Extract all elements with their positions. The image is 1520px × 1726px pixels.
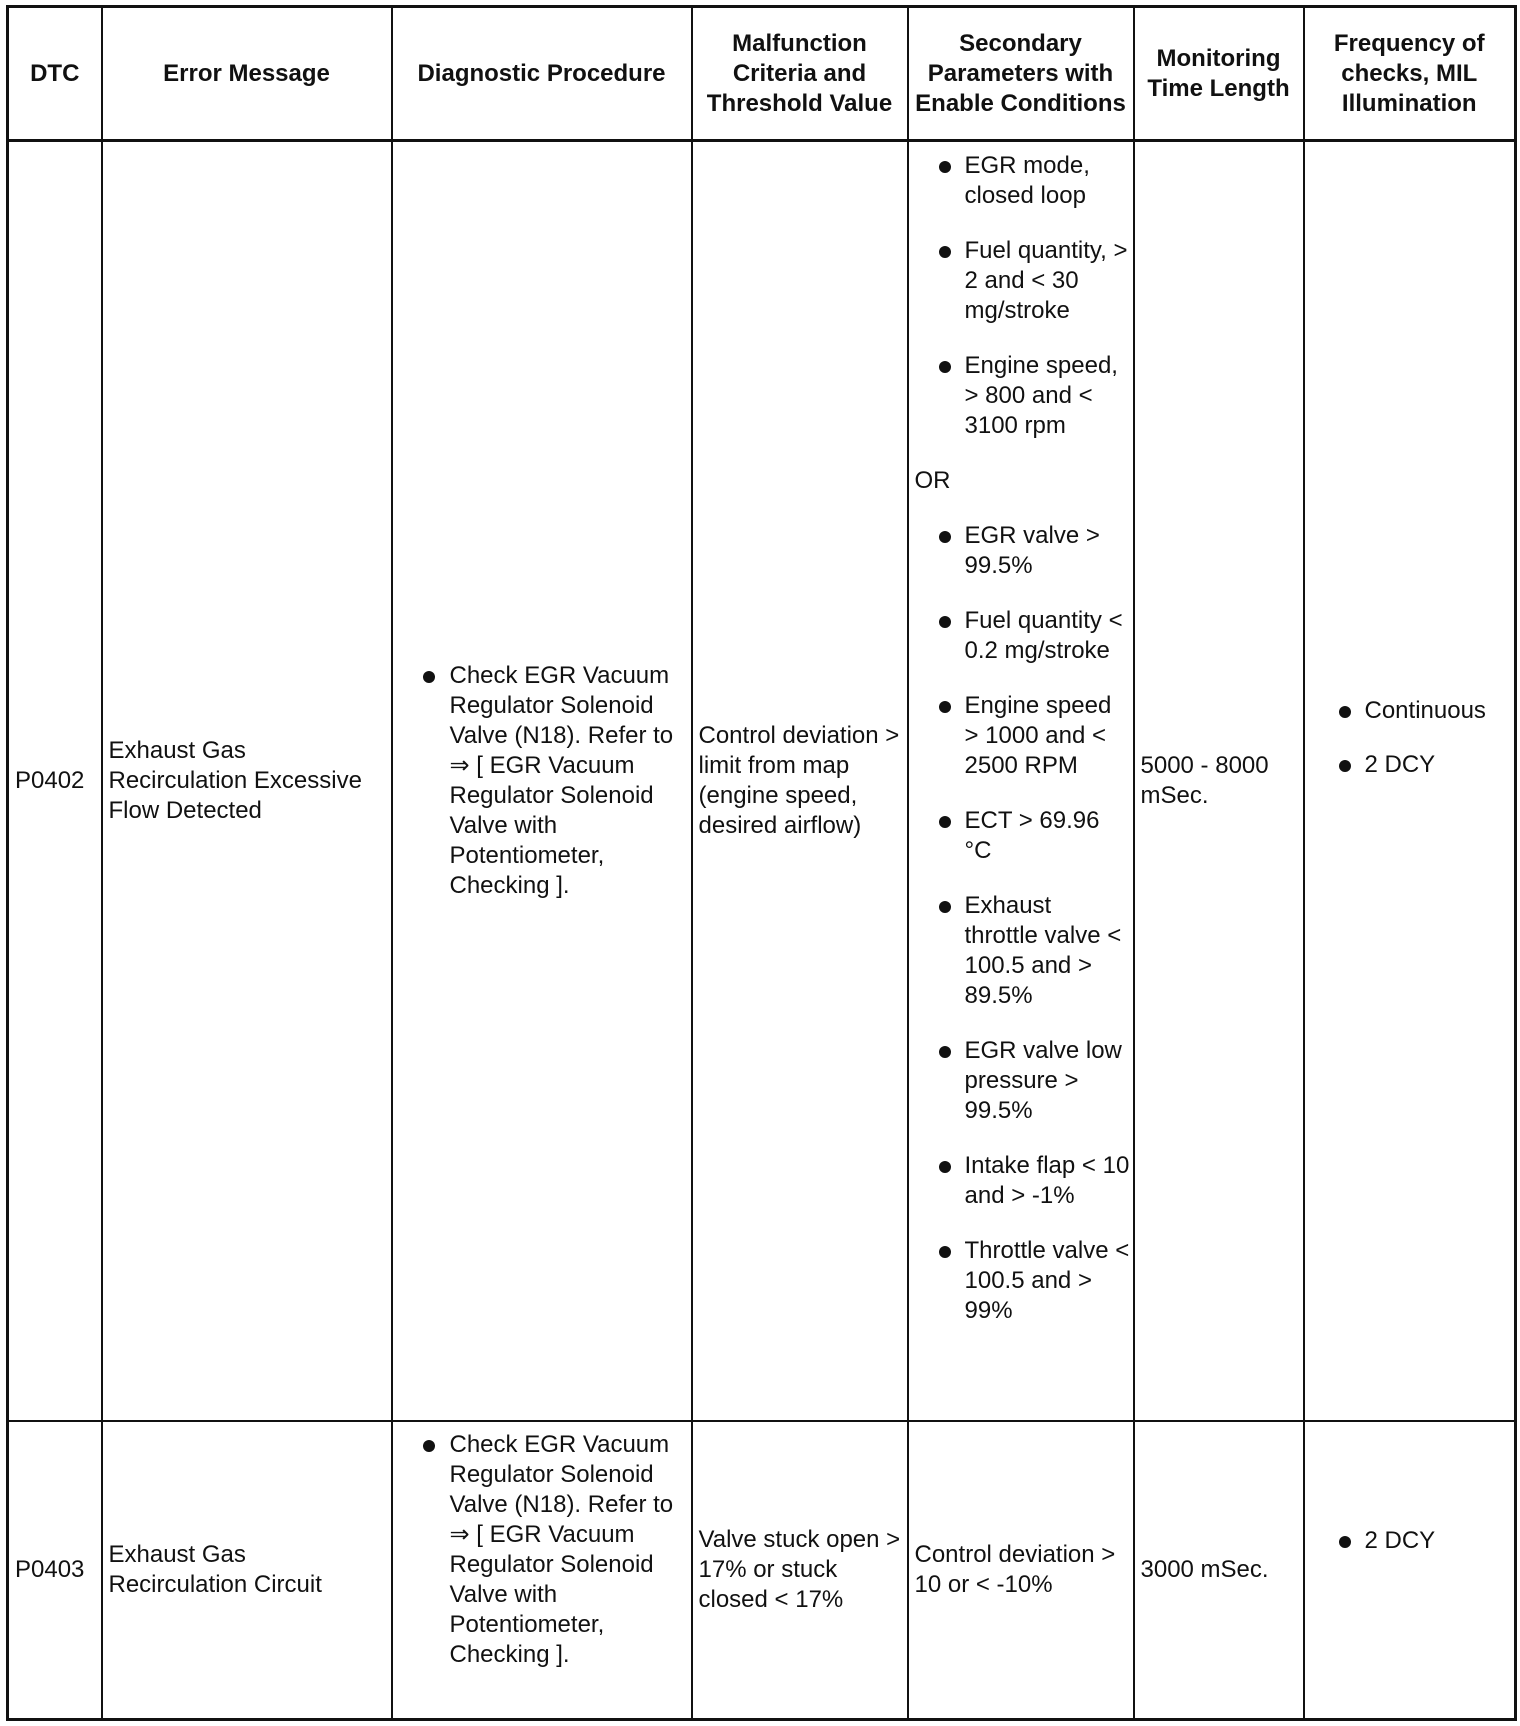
header-dtc: DTC xyxy=(8,7,102,141)
secondary-item: Fuel quantity, > 2 and < 30 mg/stroke xyxy=(915,236,1131,326)
cell-secondary-parameters xyxy=(908,141,1134,1421)
secondary-group-1 xyxy=(915,151,1131,441)
secondary-item: Throttle valve < 100.5 and > 99% xyxy=(915,1236,1131,1326)
procedure-item: Check EGR Vacuum Regulator Solenoid Valve (N18). Refer to ⇒ [ EGR Vacuum Regulator Solenoid Valve with Potentiometer, Checking ]. xyxy=(399,661,685,901)
header-secondary-parameters: Secondary Parameters with Enable Conditions xyxy=(908,7,1134,141)
procedure-list xyxy=(399,661,685,901)
procedure-list xyxy=(399,1430,685,1670)
cell-dtc: P0402 xyxy=(8,141,102,1421)
cell-frequency xyxy=(1304,141,1516,1421)
header-malfunction-criteria: Malfunction Criteria and Threshold Value xyxy=(692,7,908,141)
cell-secondary-parameters: Control deviation > 10 or < -10% xyxy=(908,1421,1134,1720)
cell-diagnostic-procedure xyxy=(392,1421,692,1720)
procedure-item: Check EGR Vacuum Regulator Solenoid Valve (N18). Refer to ⇒ [ EGR Vacuum Regulator Solenoid Valve with Potentiometer, Checking ]. xyxy=(399,1430,685,1670)
secondary-separator: OR xyxy=(914,467,951,495)
header-diagnostic-procedure: Diagnostic Procedure xyxy=(392,7,692,141)
header-frequency: Frequency of checks, MIL Illumination xyxy=(1304,7,1516,141)
dtc-table xyxy=(6,5,1517,1721)
table-row xyxy=(8,141,1516,1421)
secondary-item: Intake flap < 10 and > -1% xyxy=(915,1151,1131,1211)
secondary-item: EGR valve low pressure > 99.5% xyxy=(915,1036,1131,1126)
cell-diagnostic-procedure xyxy=(392,141,692,1421)
cell-malfunction-criteria: Valve stuck open > 17% or stuck closed < 17% xyxy=(692,1421,908,1720)
table-row xyxy=(8,1421,1516,1720)
cell-monitoring-time: 3000 mSec. xyxy=(1134,1421,1304,1720)
cell-dtc: P0403 xyxy=(8,1421,102,1720)
frequency-item: Continuous xyxy=(1311,696,1509,726)
frequency-item: 2 DCY xyxy=(1311,750,1509,780)
header-monitoring-time: Monitoring Time Length xyxy=(1134,7,1304,141)
frequency-item: 2 DCY xyxy=(1311,1526,1509,1556)
secondary-item: EGR mode, closed loop xyxy=(915,151,1131,211)
secondary-group-2 xyxy=(915,521,1131,1326)
secondary-item: Engine speed > 1000 and < 2500 RPM xyxy=(915,691,1131,781)
secondary-item: Fuel quantity < 0.2 mg/stroke xyxy=(915,606,1131,666)
secondary-item: Engine speed, > 800 and < 3100 rpm xyxy=(915,351,1131,441)
frequency-list xyxy=(1311,696,1509,780)
frequency-list xyxy=(1311,1526,1509,1556)
cell-malfunction-criteria: Control deviation > limit from map (engine speed, desired airflow) xyxy=(692,141,908,1421)
secondary-item: ECT > 69.96 °C xyxy=(915,806,1131,866)
cell-error-message: Exhaust Gas Recirculation Excessive Flow Detected xyxy=(102,141,392,1421)
cell-frequency xyxy=(1304,1421,1516,1720)
cell-error-message: Exhaust Gas Recirculation Circuit xyxy=(102,1421,392,1720)
header-error-message: Error Message xyxy=(102,7,392,141)
secondary-item: EGR valve > 99.5% xyxy=(915,521,1131,581)
cell-monitoring-time: 5000 - 8000 mSec. xyxy=(1134,141,1304,1421)
secondary-item: Exhaust throttle valve < 100.5 and > 89.5% xyxy=(915,891,1131,1011)
header-row xyxy=(8,7,1516,141)
